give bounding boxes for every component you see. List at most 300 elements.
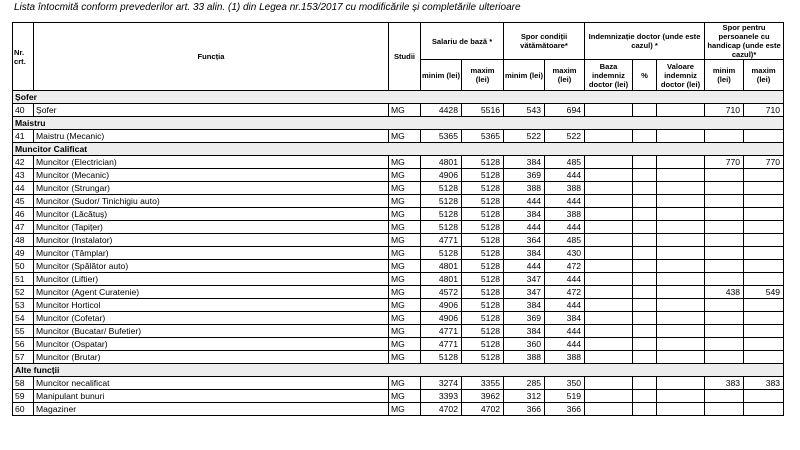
row-handicap-max: 710 [744,104,784,117]
row-nr: 46 [13,208,34,221]
row-baza-indemn [585,260,633,273]
row-salariu-min: 3393 [421,390,462,403]
row-studii: MG [389,338,421,351]
row-spor-max: 444 [545,338,585,351]
row-spor-min: 384 [504,208,545,221]
table-row [13,260,784,273]
row-functia: Muncitor (Tapițer) [34,221,389,234]
row-spor-min: 364 [504,234,545,247]
row-salariu-max: 5365 [462,130,504,143]
row-nr: 45 [13,195,34,208]
row-studii: MG [389,221,421,234]
row-handicap-max [744,182,784,195]
row-spor-min: 285 [504,377,545,390]
row-handicap-min [705,169,744,182]
table-body [13,91,784,416]
header-baza-indemn: Baza indemniz doctor (lei) [585,60,633,91]
row-valoare-indemn [657,299,705,312]
row-spor-min: 347 [504,286,545,299]
row-handicap-max [744,312,784,325]
row-spor-max: 694 [545,104,585,117]
row-handicap-max [744,169,784,182]
row-spor-min: 384 [504,325,545,338]
row-studii: MG [389,182,421,195]
row-handicap-max [744,325,784,338]
row-nr: 40 [13,104,34,117]
row-studii: MG [389,351,421,364]
row-spor-max: 472 [545,260,585,273]
table-row [13,156,784,169]
row-baza-indemn [585,338,633,351]
row-valoare-indemn [657,104,705,117]
row-salariu-min: 5365 [421,130,462,143]
row-valoare-indemn [657,351,705,364]
row-valoare-indemn [657,325,705,338]
table-row [13,195,784,208]
row-salariu-max: 5128 [462,273,504,286]
row-procent [633,169,657,182]
row-valoare-indemn [657,169,705,182]
row-handicap-min [705,234,744,247]
row-procent [633,312,657,325]
table-row [13,403,784,416]
row-nr: 41 [13,130,34,143]
table-row [13,273,784,286]
row-salariu-min: 4572 [421,286,462,299]
header-nr: Nr. crt. [13,23,34,91]
row-salariu-max: 5128 [462,156,504,169]
row-functia: Muncitor (Tâmplar) [34,247,389,260]
row-salariu-min: 4801 [421,156,462,169]
row-functia: Manipulant bunuri [34,390,389,403]
row-valoare-indemn [657,312,705,325]
row-spor-max: 472 [545,286,585,299]
row-spor-max: 444 [545,221,585,234]
row-baza-indemn [585,286,633,299]
row-studii: MG [389,130,421,143]
table-row [13,169,784,182]
section-title: Alte funcții [13,364,784,377]
row-valoare-indemn [657,208,705,221]
row-spor-max: 366 [545,403,585,416]
row-functia: Muncitor (Bucatar/ Bufetier) [34,325,389,338]
row-spor-max: 384 [545,312,585,325]
row-valoare-indemn [657,234,705,247]
row-handicap-max [744,247,784,260]
row-spor-min: 522 [504,130,545,143]
row-spor-max: 485 [545,234,585,247]
row-procent [633,286,657,299]
section-header-row [13,91,784,104]
row-salariu-min: 5128 [421,221,462,234]
row-functia: Muncitor (Mecanic) [34,169,389,182]
header-procent: % [633,60,657,91]
row-spor-min: 369 [504,169,545,182]
row-valoare-indemn [657,221,705,234]
row-procent [633,247,657,260]
row-spor-max: 388 [545,351,585,364]
row-nr: 42 [13,156,34,169]
row-procent [633,104,657,117]
row-functia: Muncitor (Cofetar) [34,312,389,325]
row-nr: 50 [13,260,34,273]
header-studii: Studii [389,23,421,91]
row-functia: Muncitor (Spălător auto) [34,260,389,273]
row-procent [633,260,657,273]
row-studii: MG [389,325,421,338]
row-handicap-max [744,338,784,351]
table-row [13,182,784,195]
table-row [13,104,784,117]
table-row [13,247,784,260]
row-handicap-min [705,390,744,403]
table-row [13,325,784,338]
row-handicap-min [705,195,744,208]
row-salariu-max: 5128 [462,221,504,234]
row-spor-min: 444 [504,260,545,273]
row-baza-indemn [585,351,633,364]
row-valoare-indemn [657,260,705,273]
row-procent [633,338,657,351]
row-procent [633,377,657,390]
row-salariu-max: 5128 [462,260,504,273]
row-handicap-min [705,208,744,221]
row-studii: MG [389,390,421,403]
row-nr: 49 [13,247,34,260]
row-handicap-max: 770 [744,156,784,169]
row-functia: Muncitor (Liftier) [34,273,389,286]
row-functia: Muncitor (Brutar) [34,351,389,364]
row-salariu-max: 5128 [462,182,504,195]
row-valoare-indemn [657,182,705,195]
row-procent [633,351,657,364]
row-handicap-max [744,273,784,286]
row-salariu-min: 4906 [421,312,462,325]
row-spor-min: 384 [504,156,545,169]
row-studii: MG [389,104,421,117]
row-salariu-min: 4428 [421,104,462,117]
row-spor-min: 384 [504,299,545,312]
row-salariu-max: 5128 [462,195,504,208]
row-handicap-max: 383 [744,377,784,390]
row-procent [633,195,657,208]
row-studii: MG [389,234,421,247]
table-row [13,351,784,364]
row-procent [633,299,657,312]
row-valoare-indemn [657,273,705,286]
row-baza-indemn [585,390,633,403]
row-functia: Muncitor (Instalator) [34,234,389,247]
table-row [13,286,784,299]
row-spor-min: 369 [504,312,545,325]
row-nr: 56 [13,338,34,351]
table-row [13,299,784,312]
row-nr: 53 [13,299,34,312]
row-procent [633,273,657,286]
row-functia: Muncitor (Ospatar) [34,338,389,351]
row-salariu-min: 4702 [421,403,462,416]
row-valoare-indemn [657,195,705,208]
row-spor-max: 519 [545,390,585,403]
header-spor-handicap: Spor pentru persoanele cu handicap (unde este cazul)* [705,23,784,60]
row-nr: 44 [13,182,34,195]
row-studii: MG [389,156,421,169]
row-valoare-indemn [657,377,705,390]
row-handicap-max [744,260,784,273]
row-handicap-min [705,130,744,143]
row-handicap-max [744,130,784,143]
row-baza-indemn [585,403,633,416]
row-valoare-indemn [657,286,705,299]
row-handicap-max [744,390,784,403]
row-salariu-max: 5128 [462,325,504,338]
row-handicap-max [744,221,784,234]
table-row [13,338,784,351]
row-salariu-max: 5128 [462,286,504,299]
row-salariu-min: 5128 [421,182,462,195]
row-handicap-min [705,403,744,416]
row-baza-indemn [585,221,633,234]
header-indemnizatie: Indemnizație doctor (unde este cazul) * [585,23,705,60]
row-spor-min: 360 [504,338,545,351]
row-baza-indemn [585,325,633,338]
row-spor-max: 444 [545,195,585,208]
row-handicap-min [705,338,744,351]
row-valoare-indemn [657,403,705,416]
row-baza-indemn [585,195,633,208]
row-spor-min: 388 [504,351,545,364]
row-handicap-min [705,299,744,312]
row-spor-max: 444 [545,299,585,312]
salary-table [12,22,784,416]
row-studii: MG [389,312,421,325]
row-procent [633,390,657,403]
row-salariu-max: 3962 [462,390,504,403]
row-salariu-max: 5128 [462,247,504,260]
row-studii: MG [389,208,421,221]
row-nr: 52 [13,286,34,299]
row-salariu-max: 5516 [462,104,504,117]
row-salariu-max: 4702 [462,403,504,416]
row-handicap-max [744,195,784,208]
row-salariu-min: 4801 [421,273,462,286]
row-baza-indemn [585,377,633,390]
header-handicap-max: maxim (lei) [744,60,784,91]
row-spor-min: 366 [504,403,545,416]
row-functia: Șofer [34,104,389,117]
row-procent [633,234,657,247]
row-spor-max: 444 [545,273,585,286]
row-handicap-min: 770 [705,156,744,169]
row-nr: 55 [13,325,34,338]
row-baza-indemn [585,247,633,260]
row-salariu-min: 5128 [421,351,462,364]
row-spor-max: 485 [545,156,585,169]
row-procent [633,130,657,143]
table-row [13,221,784,234]
row-functia: Muncitor necalificat [34,377,389,390]
row-spor-min: 312 [504,390,545,403]
row-handicap-max [744,234,784,247]
row-nr: 51 [13,273,34,286]
row-spor-min: 444 [504,221,545,234]
row-valoare-indemn [657,247,705,260]
row-nr: 60 [13,403,34,416]
row-salariu-min: 4801 [421,260,462,273]
row-studii: MG [389,403,421,416]
row-handicap-min [705,351,744,364]
row-baza-indemn [585,156,633,169]
row-functia: Muncitor Horticol [34,299,389,312]
row-handicap-max: 549 [744,286,784,299]
row-functia: Muncitor (Strungar) [34,182,389,195]
row-handicap-min [705,247,744,260]
row-procent [633,208,657,221]
row-nr: 54 [13,312,34,325]
row-valoare-indemn [657,390,705,403]
row-spor-max: 388 [545,208,585,221]
row-salariu-max: 5128 [462,208,504,221]
row-studii: MG [389,286,421,299]
row-baza-indemn [585,130,633,143]
section-title: Maistru [13,117,784,130]
row-salariu-min: 4771 [421,325,462,338]
row-functia: Magaziner [34,403,389,416]
row-handicap-min: 383 [705,377,744,390]
row-studii: MG [389,169,421,182]
row-handicap-min [705,182,744,195]
row-studii: MG [389,247,421,260]
row-studii: MG [389,260,421,273]
row-salariu-max: 5128 [462,169,504,182]
row-salariu-min: 4906 [421,299,462,312]
row-procent [633,325,657,338]
row-procent [633,221,657,234]
row-salariu-max: 5128 [462,338,504,351]
row-nr: 47 [13,221,34,234]
row-salariu-min: 4771 [421,338,462,351]
row-baza-indemn [585,208,633,221]
row-procent [633,156,657,169]
row-spor-min: 384 [504,247,545,260]
row-nr: 48 [13,234,34,247]
row-baza-indemn [585,104,633,117]
row-spor-min: 444 [504,195,545,208]
row-spor-max: 444 [545,169,585,182]
row-spor-max: 444 [545,325,585,338]
row-studii: MG [389,195,421,208]
row-spor-max: 522 [545,130,585,143]
header-spor-max: maxim (lei) [545,60,585,91]
row-studii: MG [389,273,421,286]
row-functia: Muncitor (Lăcătuș) [34,208,389,221]
row-baza-indemn [585,312,633,325]
row-nr: 58 [13,377,34,390]
table-row [13,130,784,143]
header-salariu-min: minim (lei) [421,60,462,91]
section-title: Șofer [13,91,784,104]
row-salariu-max: 5128 [462,351,504,364]
row-handicap-min [705,273,744,286]
row-baza-indemn [585,182,633,195]
row-salariu-min: 4771 [421,234,462,247]
row-handicap-max [744,351,784,364]
row-baza-indemn [585,169,633,182]
row-handicap-min: 438 [705,286,744,299]
row-spor-max: 388 [545,182,585,195]
row-valoare-indemn [657,338,705,351]
header-spor-min: minim (lei) [504,60,545,91]
row-spor-max: 350 [545,377,585,390]
row-procent [633,403,657,416]
row-baza-indemn [585,234,633,247]
header-valoare-indemn: Valoare indemniz doctor (lei) [657,60,705,91]
row-nr: 57 [13,351,34,364]
row-salariu-max: 5128 [462,234,504,247]
row-nr: 43 [13,169,34,182]
section-header-row [13,364,784,377]
row-functia: Muncitor (Sudor/ Tinichigiu auto) [34,195,389,208]
row-baza-indemn [585,273,633,286]
header-spor-conditii: Spor condiții vătămătoare* [504,23,585,60]
row-handicap-min [705,260,744,273]
row-valoare-indemn [657,130,705,143]
row-salariu-min: 5128 [421,208,462,221]
row-handicap-min [705,325,744,338]
row-spor-max: 430 [545,247,585,260]
row-nr: 59 [13,390,34,403]
row-spor-min: 347 [504,273,545,286]
row-handicap-min [705,221,744,234]
table-row [13,234,784,247]
table-row [13,312,784,325]
header-functia: Funcția [34,23,389,91]
row-functia: Muncitor (Electrician) [34,156,389,169]
row-handicap-max [744,208,784,221]
row-spor-min: 388 [504,182,545,195]
row-studii: MG [389,299,421,312]
document-caption: Lista întocmită conform prevederilor art. 33 alin. (1) din Legea nr.153/2017 cu modificările și completările ulterioare [14,2,521,13]
header-salariu: Salariu de bază * [421,23,504,60]
row-salariu-min: 3274 [421,377,462,390]
row-valoare-indemn [657,156,705,169]
row-salariu-max: 3355 [462,377,504,390]
row-handicap-max [744,299,784,312]
section-title: Muncitor Calificat [13,143,784,156]
header-handicap-min: minim (lei) [705,60,744,91]
row-salariu-min: 4906 [421,169,462,182]
row-salariu-max: 5128 [462,312,504,325]
section-header-row [13,143,784,156]
row-salariu-min: 5128 [421,195,462,208]
section-header-row [13,117,784,130]
row-procent [633,182,657,195]
row-baza-indemn [585,299,633,312]
table-row [13,377,784,390]
table-row [13,390,784,403]
row-handicap-min: 710 [705,104,744,117]
row-functia: Muncitor (Agent Curatenie) [34,286,389,299]
table-row [13,208,784,221]
row-handicap-min [705,312,744,325]
row-handicap-max [744,403,784,416]
row-studii: MG [389,377,421,390]
row-functia: Maistru (Mecanic) [34,130,389,143]
row-spor-min: 543 [504,104,545,117]
header-salariu-max: maxim (lei) [462,60,504,91]
row-salariu-max: 5128 [462,299,504,312]
row-salariu-min: 5128 [421,247,462,260]
